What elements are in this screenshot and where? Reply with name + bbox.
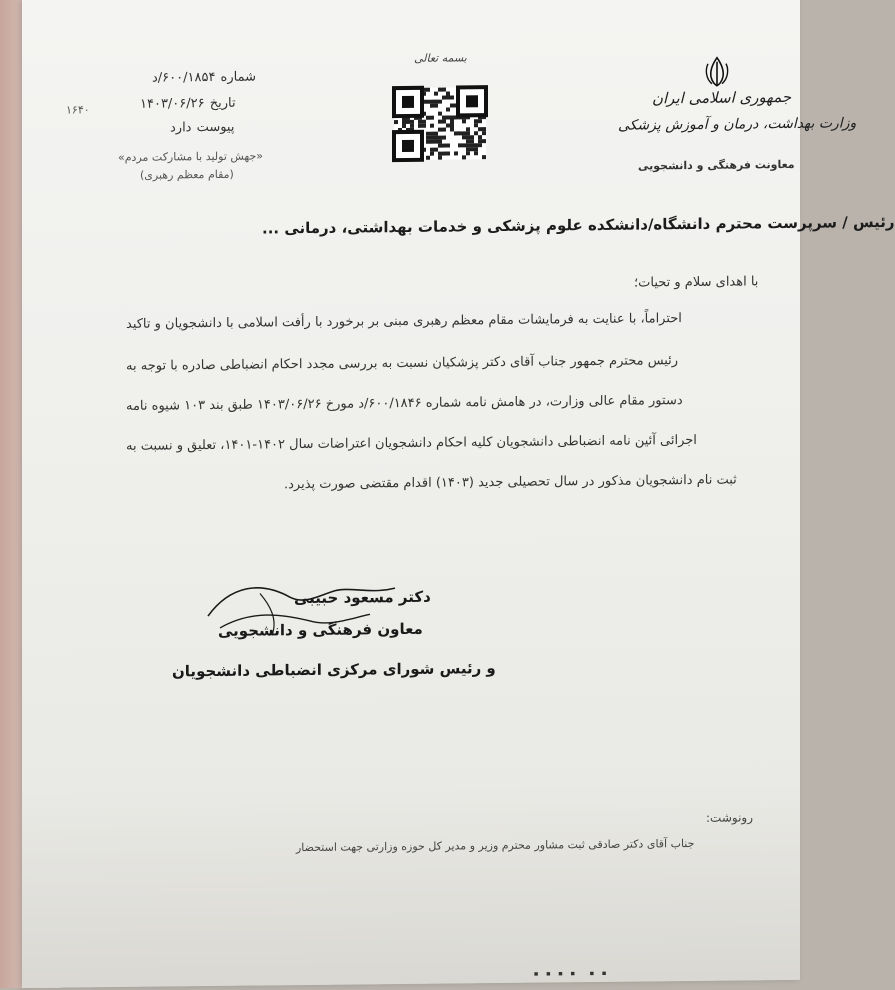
body-line-3: دستور مقام عالی وزارت، در هامش نامه شماره ۶۰۰/۱۸۴۶/د مورخ ۱۴۰۳/۰۶/۲۶ طبق بند ۱۰۳ شیوه نامه [126, 393, 683, 414]
side-number: ۱۶۴۰ [66, 103, 90, 117]
motto-source: (مقام معظم رهبری) [140, 167, 234, 182]
attachment-value: دارد [170, 120, 192, 136]
letter-number-row [152, 66, 256, 86]
cc-label: رونوشت: [706, 810, 754, 825]
basmala: بسمه تعالی [414, 51, 467, 65]
qr-code-icon [394, 87, 486, 160]
body-line-5: ثبت نام دانشجویان مذکور در سال تحصیلی جدید (۱۴۰۳) اقدام مقتضی صورت پذیرد. [284, 472, 737, 493]
greeting: با اهدای سلام و تحیات؛ [634, 274, 759, 291]
deputy-title: معاونت فرهنگی و دانشجویی [638, 157, 795, 173]
iran-emblem-icon [702, 55, 732, 89]
number-value: ۶۰۰/۱۸۵۴/د [152, 69, 216, 86]
body-line-1: احتراماً، با عنایت به فرمایشات مقام معظم رهبری مبنی بر برخورد با رأفت اسلامی با دانشجویان و تاکید [126, 311, 682, 332]
signer-role: و رئیس شورای مرکزی انضباطی دانشجویان [172, 659, 496, 681]
signer-title: معاون فرهنگی و دانشجویی [218, 619, 423, 640]
signer-name: دکتر مسعود حبیبی [294, 587, 431, 608]
bottom-stamp-fragment: ۰۰۰۰ ۰۰ [530, 959, 611, 985]
date-value: ۱۴۰۳/۰۶/۲۶ [140, 96, 205, 112]
number-label: شماره [220, 69, 256, 85]
letter-date-row [140, 92, 236, 112]
letter-attachment-row [170, 116, 234, 136]
republic-title: جمهوری اسلامی ایران [652, 87, 792, 108]
cc-line: جناب آقای دکتر صادقی ثبت مشاور محترم وزیر و مدیر کل حوزه وزارتی جهت استحضار [296, 836, 695, 855]
body-line-2: رئیس محترم جمهور جناب آقای دکتر پزشکیان نسبت به بررسی مجدد احکام انضباطی صادره با توجه به [126, 353, 679, 374]
letter-page [22, 0, 895, 988]
date-label: تاریخ [209, 95, 236, 112]
recipient-line: رئیس / سرپرست محترم دانشگاه/دانشکده علوم پزشکی و خدمات بهداشتی، درمانی ... [262, 212, 895, 238]
body-line-4: اجرائی آئین نامه انضباطی دانشجویان کلیه احکام دانشجویان اعتراضات سال ۱۴۰۲-۱۴۰۱، تعلیق و نسبت به [126, 432, 697, 454]
attachment-label: پیوست [196, 119, 235, 136]
motto: «جهش تولید با مشارکت مردم» [118, 149, 264, 164]
ministry-title: وزارت بهداشت، درمان و آموزش پزشکی [618, 115, 857, 134]
